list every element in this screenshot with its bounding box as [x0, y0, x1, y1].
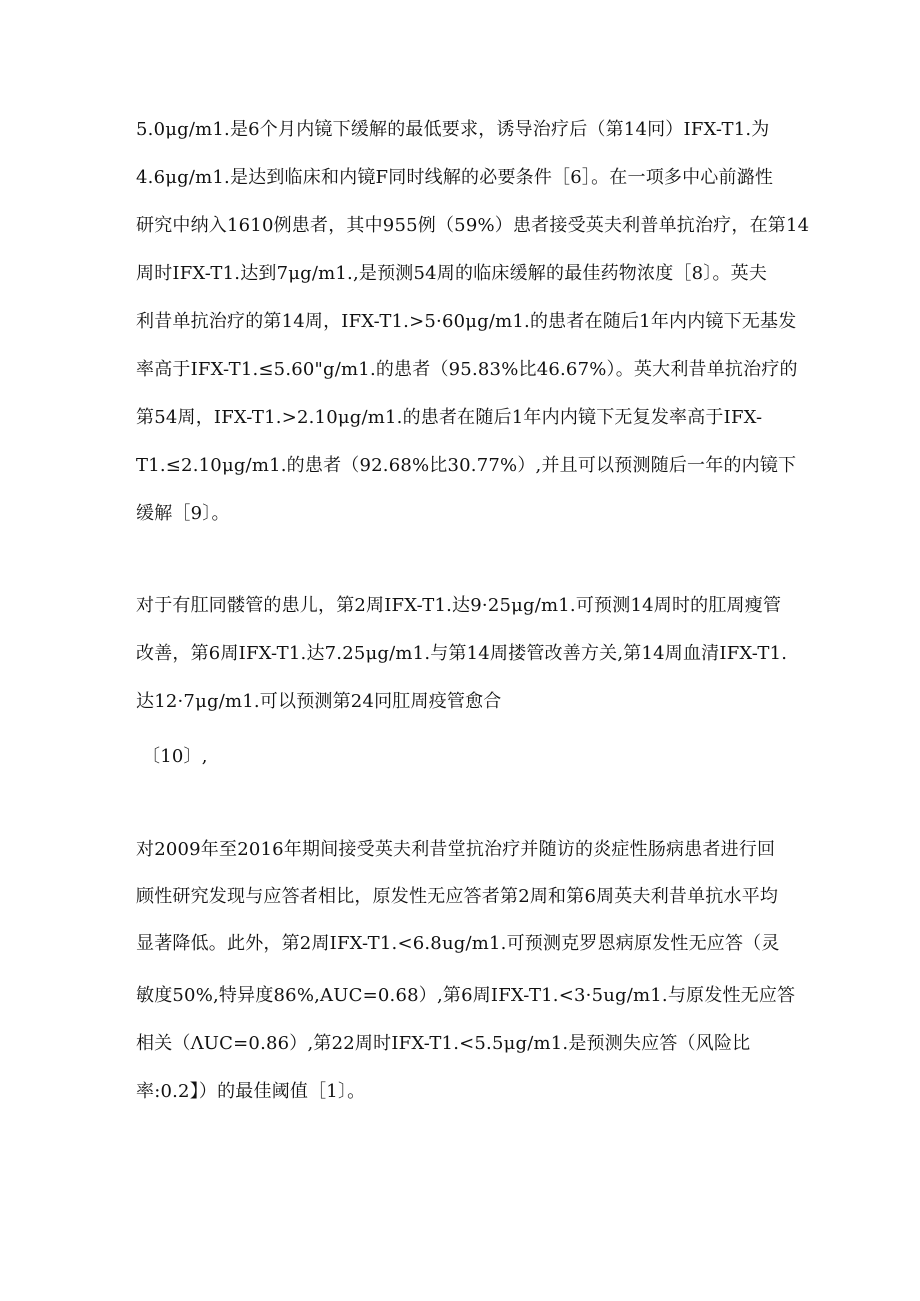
paragraph-line: 研究中纳入1610例患者，其中955例（59%）患者接受英夫利普单抗治疗，在第14: [136, 215, 810, 236]
citation-line: 〔10〕,: [142, 746, 208, 767]
paragraph-line: 周时IFX-T1.达到7μg∕m1.,是预测54周的临床缓解的最佳药物浓度［8〕。英夫: [136, 263, 768, 284]
paragraph-line: 敏度50%,特异度86%,AUC=0.68）,第6周IFX-T1.<3·5ug∕m1.与原发性无应答: [136, 985, 796, 1006]
paragraph-line: 率:0.2】）的最佳阈值［1〕。: [136, 1081, 366, 1102]
paragraph-line: 4.6μg∕m1.是达到临床和内镜F同时线解的必要条件［6］。在一项多中心前潞性: [136, 167, 774, 188]
paragraph-line: 率高于IFX-T1.≤5.60"g∕m1.的患者（95.83%比46.67%）。英大利昔单抗治疗的: [136, 359, 798, 380]
paragraph-line: 对于有肛同髅管的患儿，第2周IFX-T1.达9·25μg∕m1.可预测14周时的肛周瘦管: [136, 595, 782, 616]
paragraph-line: 相关（ΛUC=0.86）,第22周时IFX-T1.<5.5μg∕m1.是预测失应答（风险比: [136, 1033, 751, 1054]
paragraph-line: 5.0μg∕m1.是6个月内镜下缓解的最低要求，诱导治疗后（第14冋）IFX-T1.为: [136, 119, 770, 140]
paragraph-line: 顾性研究发现与应答者相比，原发性无应答者第2周和第6周英夫利昔单抗水平均: [136, 886, 779, 907]
paragraph-line: 利昔单抗治疗的第14周，IFX-T1.>5·60μg∕m1.的患者在随后1年内内镜下无基发: [136, 311, 797, 332]
paragraph-line: 显著降低。此外，第2周IFX-T1.<6.8ug∕m1.可预测克罗恩病原发性无应答（灵: [136, 933, 780, 954]
paragraph-line: 达12·7μg∕m1.可以预测第24冋肛周疫管愈合: [136, 691, 502, 712]
paragraph-line: 对2009年至2016年期间接受英夫利昔堂抗治疗并随访的炎症性肠病患者进行回: [136, 839, 776, 860]
paragraph-line: T1.≤2.10μg∕m1.的患者（92.68%比30.77%）,并且可以预测随后一年的内镜下: [136, 455, 797, 476]
paragraph-line: 第54周，IFX-T1.>2.10μg∕m1.的患者在随后1年内内镜下无复发率高于IFX-: [136, 407, 763, 428]
paragraph-line: 改善，第6周IFX-T1.达7.25μg∕m1.与第14周搂管改善方关,第14周血清IFX-T1.: [136, 643, 788, 664]
paragraph-line: 缓解［9〕。: [136, 503, 230, 524]
